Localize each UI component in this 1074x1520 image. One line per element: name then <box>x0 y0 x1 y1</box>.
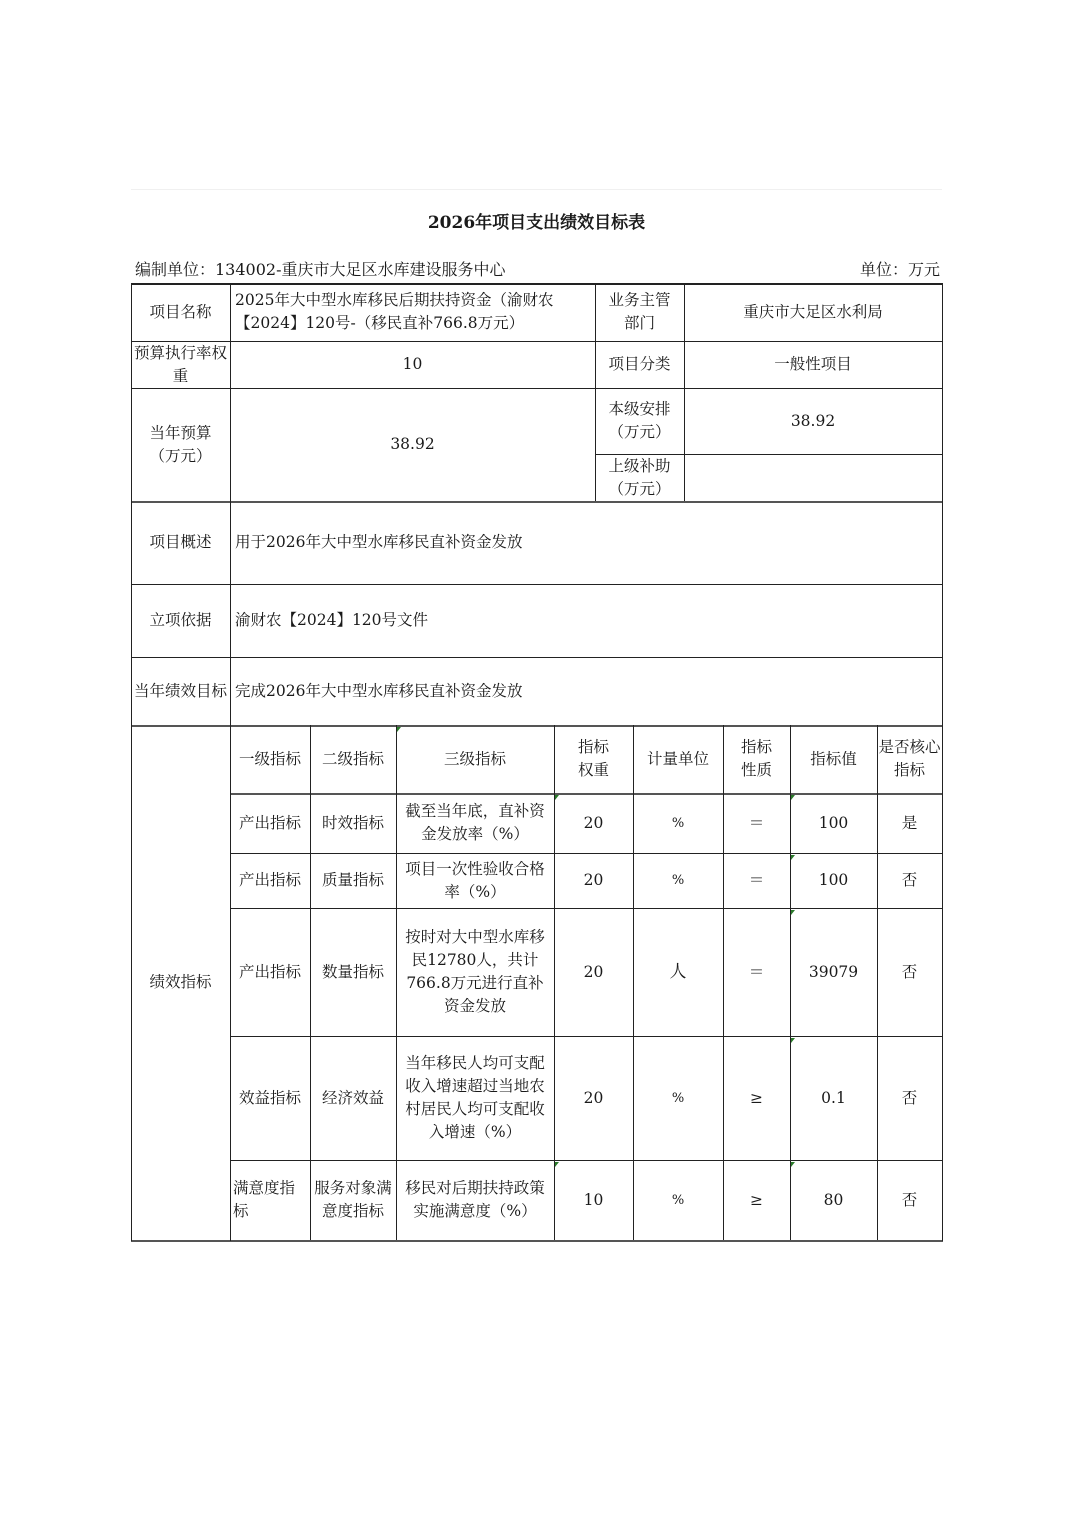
row-level1: 产出指标 <box>238 813 301 832</box>
cell-marker-icon <box>791 1162 795 1167</box>
row-level2: 时效指标 <box>321 813 384 832</box>
indicators-section-label: 绩效指标 <box>149 973 212 991</box>
row-core: 否 <box>901 871 918 889</box>
dept-value: 重庆市大足区水利局 <box>743 302 883 321</box>
top-rule <box>131 189 942 190</box>
cell-marker-icon <box>791 795 795 800</box>
row-core: 否 <box>901 1190 918 1209</box>
row-core: 否 <box>901 1088 918 1107</box>
grid-line <box>595 454 943 455</box>
row-unit: % <box>671 815 685 831</box>
header-value: 指标值 <box>810 749 857 768</box>
grid-line <box>633 725 634 1240</box>
grid-line <box>131 725 943 727</box>
row-unit: % <box>671 1192 685 1208</box>
row-value: 80 <box>823 1190 844 1209</box>
header-weight: 指标权重 <box>577 738 609 779</box>
row-nature: ＝ <box>748 813 765 832</box>
grid-line <box>595 283 596 501</box>
grid-line <box>310 725 311 1240</box>
overview-value: 用于2026年大中型水库移民直补资金发放 <box>235 533 523 551</box>
grid-line <box>396 725 397 1240</box>
dept-label: 业务主管部门 <box>608 291 671 332</box>
grid-line <box>131 584 943 585</box>
grid-line <box>684 283 685 501</box>
row-level2: 质量指标 <box>321 871 384 889</box>
row-value: 100 <box>818 813 849 832</box>
row-core: 否 <box>901 962 918 981</box>
row-level1: 满意度指标 <box>233 1179 296 1220</box>
local-value: 38.92 <box>790 411 836 430</box>
budget-label: 当年预算（万元） <box>149 423 212 465</box>
compiling-unit: 编制单位：134002-重庆市大足区水库建设服务中心 <box>135 260 506 279</box>
grid-line <box>230 1036 943 1037</box>
row-weight: 20 <box>583 1088 604 1107</box>
exec-weight-label: 预算执行率权重 <box>134 343 228 385</box>
row-level3: 截至当年底，直补资金发放率（%） <box>405 802 545 843</box>
project-name-value: 2025年大中型水库移民后期扶持资金（渝财农【2024】120号-（移民直补766.8万元） <box>235 291 554 332</box>
grid-line <box>131 501 943 503</box>
row-level3: 当年移民人均可支配收入增速超过当地农村居民人均可支配收入增速（%） <box>405 1054 545 1141</box>
category-label: 项目分类 <box>608 355 671 373</box>
row-level3: 项目一次性验收合格率（%） <box>405 859 545 901</box>
row-level1: 效益指标 <box>238 1088 301 1107</box>
header-unit: 计量单位 <box>646 749 709 768</box>
page-title: 2026年项目支出绩效目标表 <box>427 213 646 233</box>
goal-label: 当年绩效目标 <box>133 681 227 700</box>
cell-marker-icon <box>791 910 795 915</box>
row-weight: 20 <box>583 813 604 832</box>
grid-line <box>723 725 724 1240</box>
row-core: 是 <box>901 813 918 832</box>
table-border-top <box>131 283 943 285</box>
row-unit: % <box>671 873 685 888</box>
row-level2: 数量指标 <box>321 962 384 981</box>
cell-marker-icon <box>791 855 795 860</box>
grid-line <box>877 725 878 1240</box>
row-weight: 20 <box>583 962 604 981</box>
goal-value: 完成2026年大中型水库移民直补资金发放 <box>235 681 523 700</box>
table-border-right <box>942 283 943 1241</box>
row-nature: ＝ <box>748 871 765 889</box>
upper-label: 上级补助（万元） <box>608 456 671 498</box>
row-weight: 20 <box>583 871 604 889</box>
row-unit: 人 <box>669 961 687 982</box>
header-level2: 二级指标 <box>321 749 384 768</box>
basis-value: 渝财农【2024】120号文件 <box>235 611 429 629</box>
grid-line <box>131 388 943 389</box>
row-value: 100 <box>818 871 849 889</box>
header-level1: 一级指标 <box>238 749 301 768</box>
project-name-label: 项目名称 <box>149 302 212 321</box>
header-level3: 三级指标 <box>443 749 506 768</box>
row-value: 0.1 <box>821 1088 846 1107</box>
row-weight: 10 <box>583 1190 604 1209</box>
category-value: 一般性项目 <box>774 355 852 373</box>
overview-label: 项目概述 <box>149 533 212 551</box>
row-value: 39079 <box>808 962 859 981</box>
cell-marker-icon <box>555 1162 559 1167</box>
upper-value <box>684 454 942 501</box>
cell-marker-icon <box>791 1038 795 1043</box>
grid-line <box>230 283 231 1241</box>
row-unit: % <box>671 1090 685 1106</box>
row-level2: 服务对象满意度指标 <box>314 1179 392 1220</box>
grid-line <box>230 908 943 909</box>
header-nature: 指标性质 <box>740 738 772 779</box>
row-level1: 产出指标 <box>238 871 301 889</box>
row-nature: ≥ <box>750 1088 763 1107</box>
grid-line <box>230 1160 943 1161</box>
table-border-bottom <box>131 1240 943 1242</box>
row-level2: 经济效益 <box>321 1088 384 1107</box>
grid-line <box>230 793 943 795</box>
cell-marker-icon <box>397 727 401 732</box>
local-label: 本级安排（万元） <box>608 400 671 441</box>
header-core: 是否核心指标 <box>878 738 941 779</box>
table-border-left <box>131 283 132 1241</box>
grid-line <box>131 657 943 658</box>
currency-unit: 单位：万元 <box>859 260 940 279</box>
budget-value: 38.92 <box>390 435 435 453</box>
grid-line <box>131 341 943 342</box>
row-nature: ≥ <box>750 1190 763 1209</box>
row-level1: 产出指标 <box>238 962 301 981</box>
cell-marker-icon <box>555 795 559 800</box>
row-level3: 移民对后期扶持政策实施满意度（%） <box>405 1179 545 1220</box>
basis-label: 立项依据 <box>149 611 212 629</box>
row-level3: 按时对大中型水库移民12780人，共计766.8万元进行直补资金发放 <box>405 928 545 1015</box>
row-nature: ＝ <box>748 962 765 981</box>
exec-weight-value: 10 <box>402 355 423 373</box>
grid-line <box>230 853 943 854</box>
